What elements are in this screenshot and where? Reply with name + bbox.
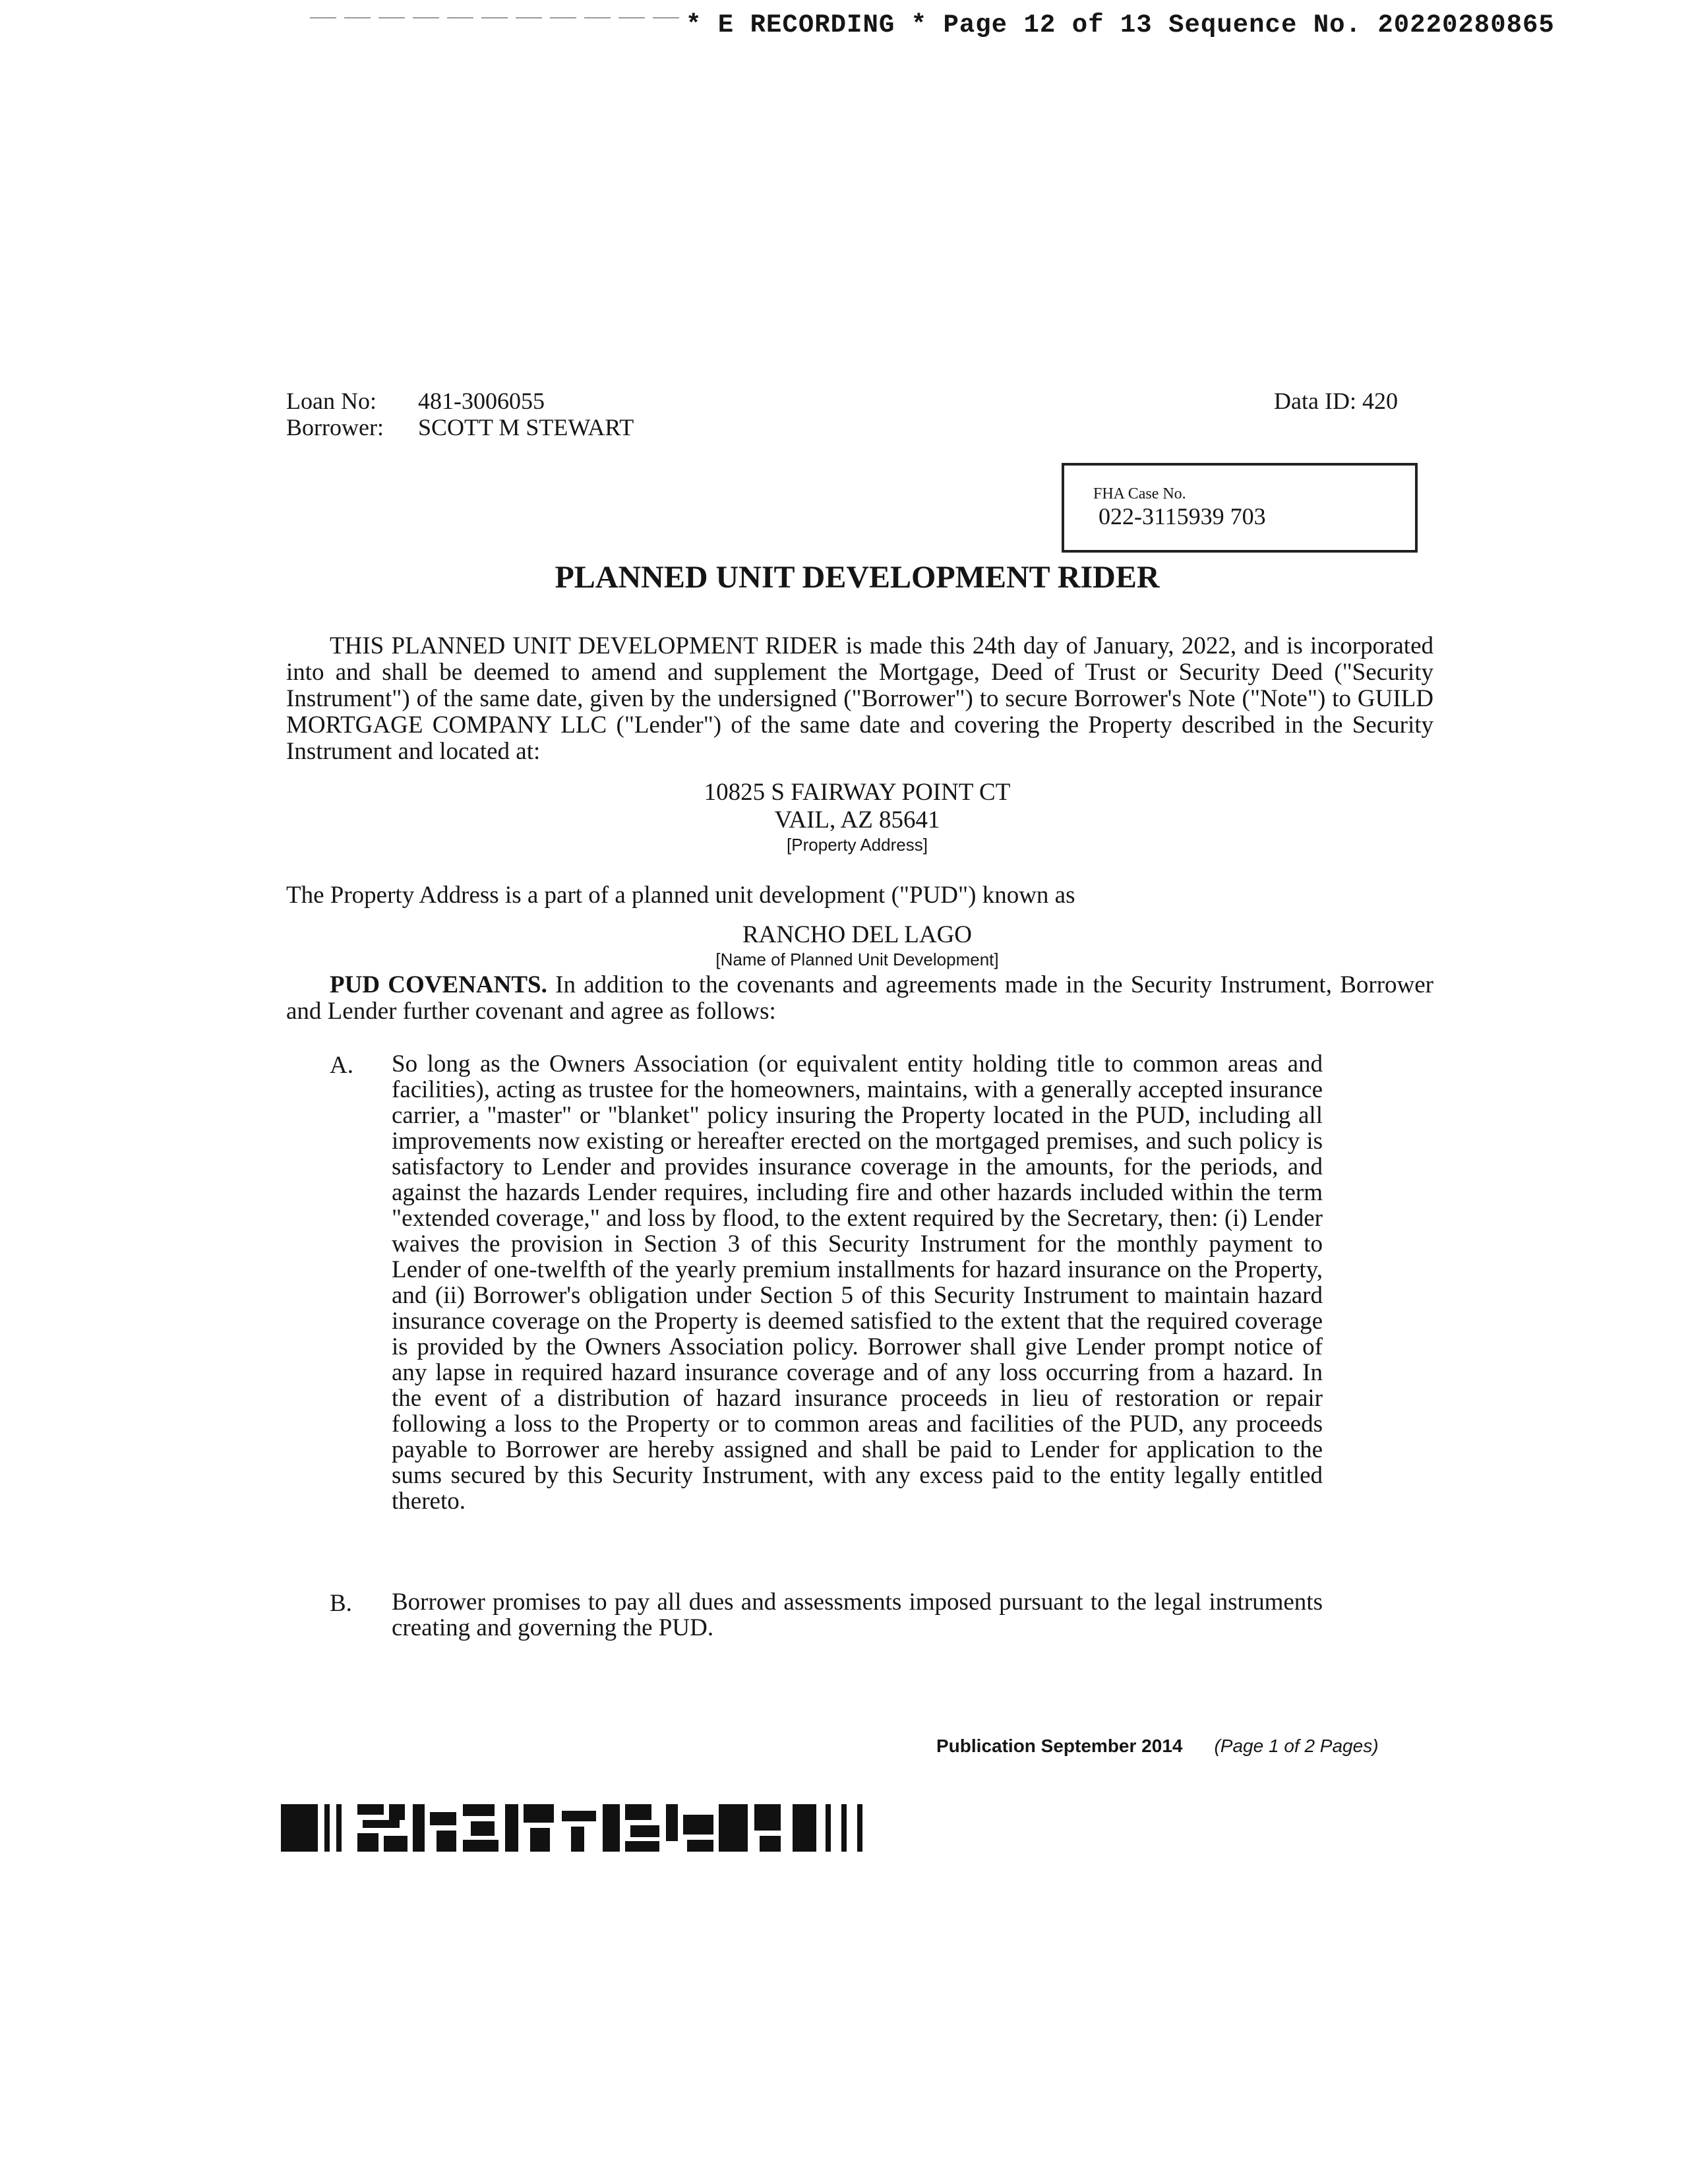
loan-info	[286, 388, 634, 440]
barcode-graphic	[281, 1799, 888, 1857]
covenants-heading: PUD COVENANTS.	[330, 971, 547, 998]
item-b-text: Borrower promises to pay all dues and assessments imposed pursuant to the legal instruments creating and governing the PUD.	[392, 1589, 1323, 1641]
recording-header: * E RECORDING * Page 12 of 13 Sequence No. 20220280865	[686, 11, 1555, 40]
fha-case-label: FHA Case No.	[1093, 485, 1186, 502]
item-b-letter: B.	[330, 1590, 352, 1617]
loan-no-label: Loan No:	[286, 388, 377, 414]
property-address-line2: VAIL, AZ 85641	[774, 806, 940, 834]
document-title: PLANNED UNIT DEVELOPMENT RIDER	[555, 560, 1160, 595]
fha-case-number: 022-3115939 703	[1099, 503, 1266, 530]
pud-intro: The Property Address is a part of a planned unit development ("PUD") known as	[286, 882, 1075, 909]
data-id-value: 420	[1362, 388, 1398, 414]
borrower-value: SCOTT M STEWART	[418, 414, 634, 440]
pud-name: RANCHO DEL LAGO	[742, 921, 973, 948]
loan-no-value: 481-3006055	[418, 388, 545, 414]
publication-footer	[936, 1736, 1379, 1757]
borrower-label: Borrower:	[286, 414, 384, 440]
pud-name-caption: [Name of Planned Unit Development]	[715, 950, 999, 969]
covenants-text: In addition to the covenants and agreements made in the Security Instrument, Borrower and Lender further covenant and agree as follows:	[286, 971, 1434, 1025]
publication-date: Publication September 2014	[936, 1736, 1183, 1756]
data-id	[1274, 388, 1398, 414]
item-a-text: So long as the Owners Association (or equivalent entity holding title to common areas and facilities), acting as trustee for the homeowners, maintains, with a generally accepted insurance carrier, a "master" or "blanket" policy insuring the Property located in the PUD, including all improvements now existing or hereafter erected on the mortgaged premises, and such policy is satisfactory to Lender and provides insurance coverage in the amounts, for the periods, and against the hazards Lender requires, including fire and other hazards included within the term "extended coverage," and loss by flood, to the extent required by the Secretary, then: (i) Lender waives the provision in Section 3 of this Security Instrument for the monthly payment to Lender of one-twelfth of the yearly premium installments for hazard insurance on the Property, and (ii) Borrower's obligation under Section 5 of this Security Instrument to maintain hazard insurance coverage on the Property is deemed satisfied to the extent that the required coverage is provided by the Owners Association policy. Borrower shall give Lender prompt notice of any lapse in required hazard insurance coverage and of any loss occurring from a hazard. In the event of a distribution of hazard insurance proceeds in lieu of restoration or repair following a loss to the Property or to common areas and facilities of the PUD, any proceeds payable to Borrower are hereby assigned and shall be paid to Lender for application to the sums secured by this Security Instrument, with any excess paid to the entity legally entitled thereto.	[392, 1050, 1323, 1515]
data-id-label: Data ID:	[1274, 388, 1356, 414]
intro-paragraph: THIS PLANNED UNIT DEVELOPMENT RIDER is made this 24th day of January, 2022, and is incorporated into and shall be deemed to amend and supplement the Mortgage, Deed of Trust or Security Deed ("Security Instrument") of the same date, given by the undersigned ("Borrower") to secure Borrower's Note ("Note") to GUILD MORTGAGE COMPANY LLC ("Lender") of the same date and covering the Property described in the Security Instrument and located at:	[286, 632, 1433, 765]
property-address-caption: [Property Address]	[787, 835, 928, 855]
scan-artifact-line	[0, 17, 699, 18]
fha-case-box	[1062, 463, 1418, 553]
page-count: (Page 1 of 2 Pages)	[1214, 1736, 1379, 1756]
covenants-paragraph	[286, 972, 1433, 1025]
item-a-letter: A.	[330, 1052, 353, 1079]
property-address-line1: 10825 S FAIRWAY POINT CT	[704, 779, 1011, 806]
